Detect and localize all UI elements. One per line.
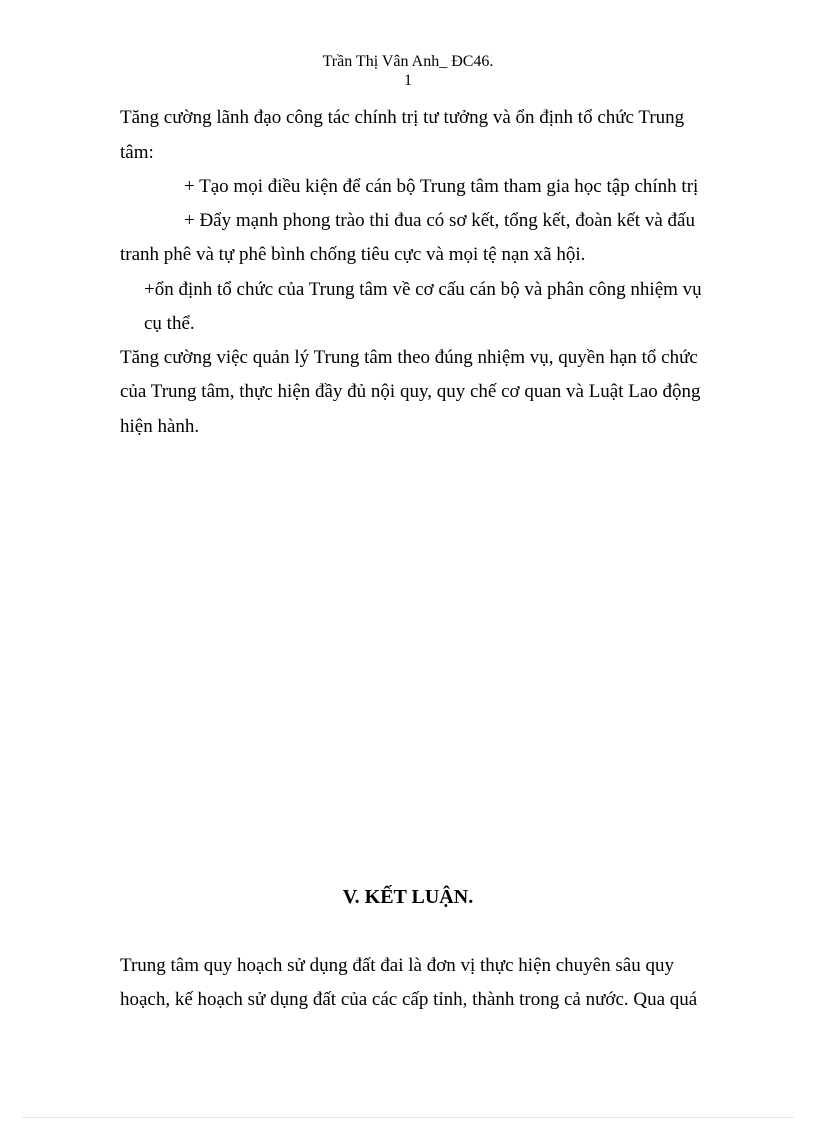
page-bottom-edge — [22, 1117, 794, 1118]
bullet-line: +ổn định tổ chức của Trung tâm về cơ cấu cán bộ và phân công nhiệm vụ — [144, 279, 702, 300]
page-number: 1 — [404, 72, 412, 89]
paragraph-line: tâm: — [120, 142, 154, 163]
paragraph-line: Tăng cường lãnh đạo công tác chính trị tư tưởng và ổn định tổ chức Trung — [120, 107, 685, 128]
paragraph-line: Trung tâm quy hoạch sử dụng đất đai là đơn vị thực hiện chuyên sâu quy — [120, 955, 674, 976]
bullet-line: + Đẩy mạnh phong trào thi đua có sơ kết, tổng kết, đoàn kết và đấu — [184, 210, 695, 231]
paragraph-line: hoạch, kế hoạch sử dụng đất của các cấp tỉnh, thành trong cả nước. Qua quá — [120, 989, 698, 1010]
paragraph-line: tranh phê và tự phê bình chống tiêu cực và mọi tệ nạn xã hội. — [120, 244, 586, 265]
paragraph-line: cụ thể. — [144, 313, 195, 334]
section-heading: V. KẾT LUẬN. — [342, 886, 474, 908]
paragraph-line: Tăng cường việc quản lý Trung tâm theo đúng nhiệm vụ, quyền hạn tổ chức — [120, 347, 698, 368]
bullet-line: + Tạo mọi điều kiện để cán bộ Trung tâm tham gia học tập chính trị — [184, 176, 699, 197]
header-author: Trần Thị Vân Anh_ ĐC46. — [322, 53, 494, 70]
paragraph-line: hiện hành. — [120, 416, 200, 437]
paragraph-line: của Trung tâm, thực hiện đầy đủ nội quy, quy chế cơ quan và Luật Lao động — [120, 381, 701, 402]
